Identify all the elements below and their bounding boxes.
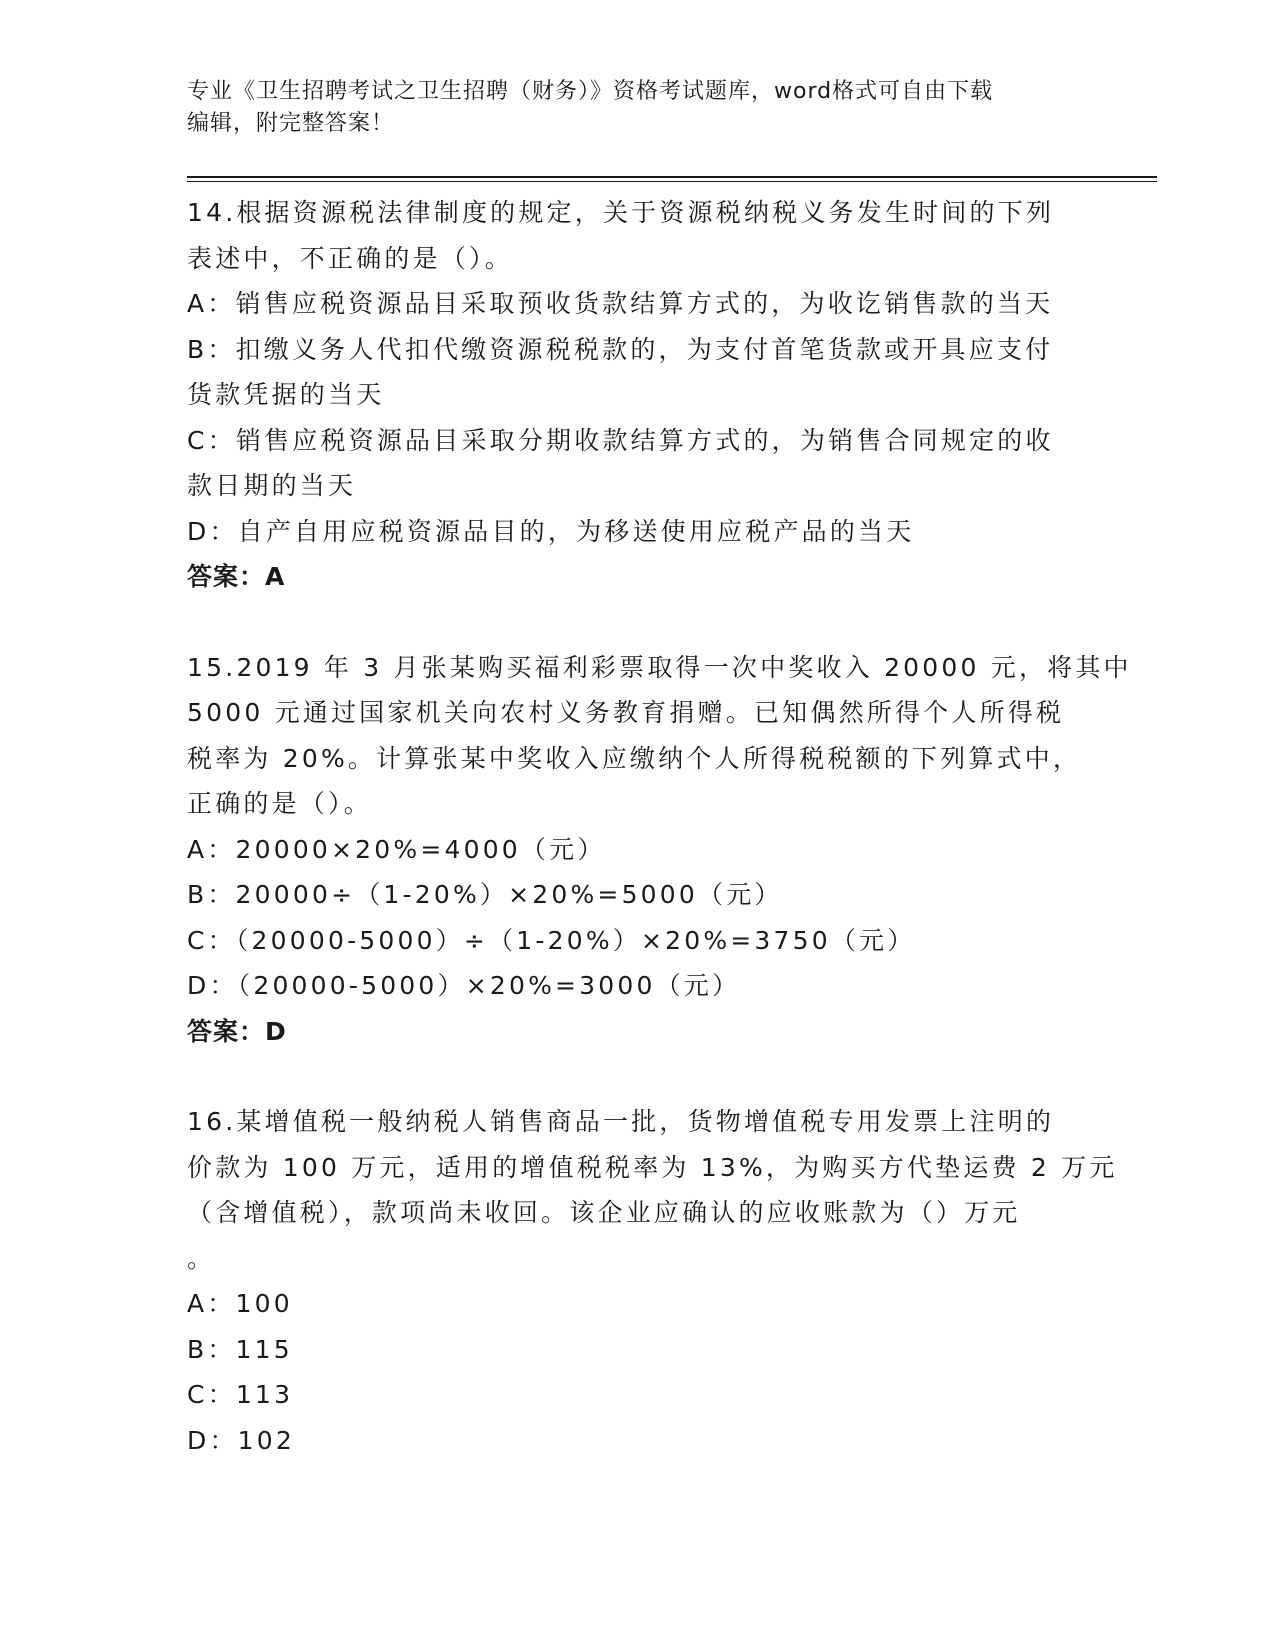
option-b: B：扣缴义务人代扣代缴资源税税款的，为支付首笔货款或开具应支付 — [187, 334, 1054, 364]
option-a: A：100 — [187, 1289, 293, 1318]
option-a: A：20000×20%=4000（元） — [187, 834, 606, 864]
option-a: A：销售应税资源品目采取预收货款结算方式的，为收讫销售款的当天 — [187, 289, 1054, 318]
option-d: D：102 — [187, 1425, 295, 1455]
spacer — [187, 600, 1087, 645]
question-15 — [187, 645, 1132, 1055]
header-line: 编辑，附完整答案！ — [187, 111, 395, 136]
option-d: D：自产自用应税资源品目的，为移送使用应税产品的当天 — [187, 516, 915, 546]
question-text: 。 — [187, 1243, 216, 1273]
option-d: D：（20000-5000）×20%=3000（元） — [187, 971, 741, 1000]
question-text: 表述中，不正确的是（）。 — [187, 243, 513, 273]
option-c: C：销售应税资源品目采取分期收款结算方式的，为销售合同规定的收 — [187, 425, 1054, 455]
question-list — [187, 190, 1132, 1463]
option-c: C：113 — [187, 1380, 294, 1409]
answer: 答案：A — [187, 562, 286, 591]
document-header — [187, 76, 1087, 140]
answer: 答案：D — [187, 1016, 287, 1046]
spacer — [187, 1054, 1087, 1099]
header-divider-thin — [187, 181, 1157, 182]
question-text: 5000 元通过国家机关向农村义务教育捐赠。已知偶然所得个人所得税 — [187, 698, 1065, 727]
question-text: 价款为 100 万元，适用的增值税税率为 13%，为购买方代垫运费 2 万元 — [187, 1152, 1118, 1182]
question-text: 16.某增值税一般纳税人销售商品一批，货物增值税专用发票上注明的 — [187, 1107, 1055, 1136]
question-text: 15.2019 年 3 月张某购买福利彩票取得一次中奖收入 20000 元，将其中 — [187, 652, 1132, 682]
option-b-cont: 货款凭据的当天 — [187, 380, 385, 409]
option-c-cont: 款日期的当天 — [187, 471, 357, 500]
question-text: 正确的是（）。 — [187, 789, 372, 818]
question-text: 14.根据资源税法律制度的规定，关于资源税纳税义务发生时间的下列 — [187, 198, 1055, 227]
header-line: 专业《卫生招聘考试之卫生招聘（财务）》资格考试题库，word格式可自由下载 — [187, 79, 994, 104]
option-b: B：115 — [187, 1334, 293, 1364]
header-divider — [187, 176, 1157, 178]
question-text: （含增值税），款项尚未收回。该企业应确认的应收账款为（）万元 — [187, 1198, 1021, 1227]
option-b: B：20000÷（1-20%）×20%=5000（元） — [187, 880, 783, 909]
question-text: 税率为 20%。计算张某中奖收入应缴纳个人所得税税额的下列算式中， — [187, 743, 1082, 773]
question-16 — [187, 1099, 1118, 1463]
question-14 — [187, 190, 1087, 600]
option-c: C：（20000-5000）÷（1-20%）×20%=3750（元） — [187, 925, 916, 955]
